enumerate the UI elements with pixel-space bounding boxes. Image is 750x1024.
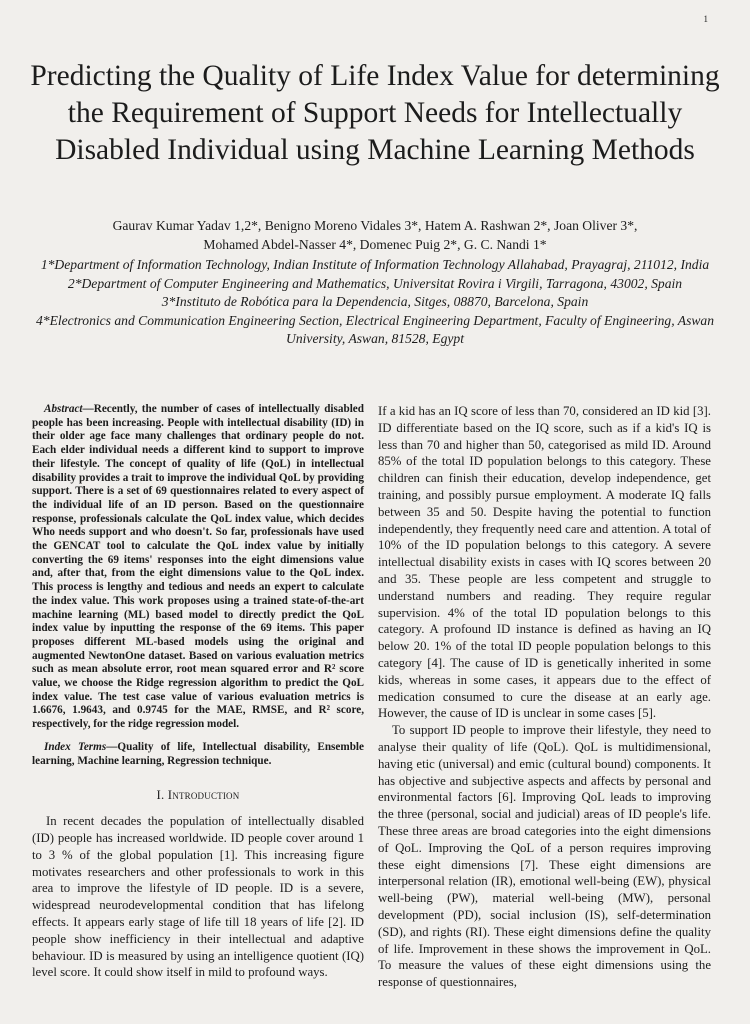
intro-paragraph: In recent decades the population of intellectually disabled (ID) people has increased worldwide. ID people cover around 1 to 3 % of the global population [1]. This increasing figure motivates researchers and other professionals to work in this area to improve the lifestyle of ID people. ID is a severe, widespread neurodevelopmental condition that has lifelong effects. It appears early stage of life till 18 years of life [2]. ID people show inefficiency in their intellectual and adaptive behaviour. ID is measured by using an intelligence quotient (IQ) level score. It could show itself in mild to profound ways. <box>32 814 364 980</box>
abstract-text: —Recently, the number of cases of intellectually disabled people has been increasing. People with intellectual disability (ID) in their older age face many challenges that ordinary people do not. Each elder individual needs a different kind to support to improve their lifestyle. The concept of quality of life (QoL) in intellectual disability provides a trait to improve the individual QoL by providing support. There is a set of 69 questionnaires related to every aspect of the individual life of an ID person. Based on the questionnaire response, professionals calculate the QoL index value, which decides Who needs support and who doesn't. So far, professionals have used the GENCAT tool to calculate the QoL index value by initially converting the 69 items' responses into the eight dimensions value and, after that, from the eight dimensions value to the QoL index. This process is lengthy and tedious and needs an expert to calculate the index value. This work proposes using a trained state-of-the-art machine learning (ML) based model to directly predict the QoL index value by inputting the response of the 69 items. This paper proposes different ML-based models using the original and augmented NewtonOne dataset. Based on various evaluation metrics such as mean absolute error, root mean squared error and R² score value, we choose the Ridge regression algorithm to predict the QoL index value. The test case value of various evaluation metrics is 1.6676, 1.9643, and 0.9745 for the MAE, RMSE, and R² score, respectively, for the ridge regression model. <box>32 403 364 731</box>
paragraph-id-categories: If a kid has an IQ score of less than 70, considered an ID kid [3]. ID differentiate based on the IQ score, such as if a kid's IQ is less than 70 and higher than 50, categorised as mild ID. Around 85% of the total ID population belongs to this category. These children can finish their education, develop independence, get training, and possibly pursue employment. A moderate IQ falls between 35 and 50. Despite having the potential to function independently, they frequently need care and attention. A total of 10% of the ID population belongs to this category. A severe intellectual disability exists in cases with IQ scores between 20 and 35. These people are less competent and struggle to understand numbers and reading. They require regular supervision. 4% of the total ID population belongs to this category. A profound ID instance is defined as having an IQ below 20. 1% of the total ID people population belongs to this category [4]. The cause of ID is genetically inherited in some kids, whereas in some cases, it appears due to the effect of medication consumed to cure the disease at an early age. However, the cause of ID is unclear in some cases [5]. <box>378 404 711 721</box>
index-terms <box>32 741 364 768</box>
affiliations <box>20 256 730 349</box>
left-column <box>32 403 364 981</box>
affiliation-2: 2*Department of Computer Engineering and Mathematics, Universitat Rovira i Virgili, Tarragona, 43002, Spain <box>67 275 683 291</box>
page-number: 1 <box>703 14 708 24</box>
author-line-1: Gaurav Kumar Yadav 1,2*, Benigno Moreno Vidales 3*, Hatem A. Rashwan 2*, Joan Oliver 3*, <box>112 218 638 233</box>
author-line-2: Mohamed Abdel-Nasser 4*, Domenec Puig 2*, G. C. Nandi 1* <box>203 236 547 252</box>
right-column <box>378 403 711 991</box>
abstract <box>32 403 364 732</box>
affiliation-3: 3*Instituto de Robótica para la Dependencia, Sitges, 08870, Barcelona, Spain <box>161 294 589 309</box>
section-title: Introduction <box>167 788 240 803</box>
index-terms-heading: Index Terms <box>44 740 107 753</box>
section-numeral: I. <box>156 788 168 803</box>
abstract-heading: Abstract <box>44 403 83 415</box>
paper-title: Predicting the Quality of Life Index Value for determining the Requirement of Support Needs for Intellectually Disabled Individual using Machine Learning Methods <box>30 60 720 166</box>
affiliation-1: 1*Department of Information Technology, Indian Institute of Information Technology Allahabad, Prayagraj, 211012, India <box>40 257 710 272</box>
affiliation-4: 4*Electronics and Communication Engineering Section, Electrical Engineering Department, Faculty of Engineering, Aswan University, Aswan, 81528, Egypt <box>35 312 715 346</box>
index-terms-text: —Quality of life, Intellectual disability, Ensemble learning, Machine learning, Regression technique. <box>32 740 364 767</box>
paragraph-quality-of-life: To support ID people to improve their lifestyle, they need to analyse their quality of life (QoL). QoL is multidimensional, having etic (universal) and emic (cultural bound) components. It has objective and subjective aspects and affects by personal and environmental factors [6]. Improving QoL leads to improving the three (personal, social and judicial) areas of ID people's life. These three areas are broad categories into the eight dimensions of QoL. Improving the QoL of a person requires improving these eight dimensions [7]. These eight dimensions are interpersonal relation (IR), emotional well-being (EW), physical well-being (PW), material well-being (MW), personal development (PD), social inclusion (IS), self-determination (SD), and rights (RI). These eight dimensions define the quality of life. Improvement in these shows the improvement in QoL. To measure the values of these eight dimensions using the response of questionnaires, <box>378 723 711 990</box>
author-list <box>20 217 730 254</box>
section-heading-introduction <box>32 788 364 803</box>
